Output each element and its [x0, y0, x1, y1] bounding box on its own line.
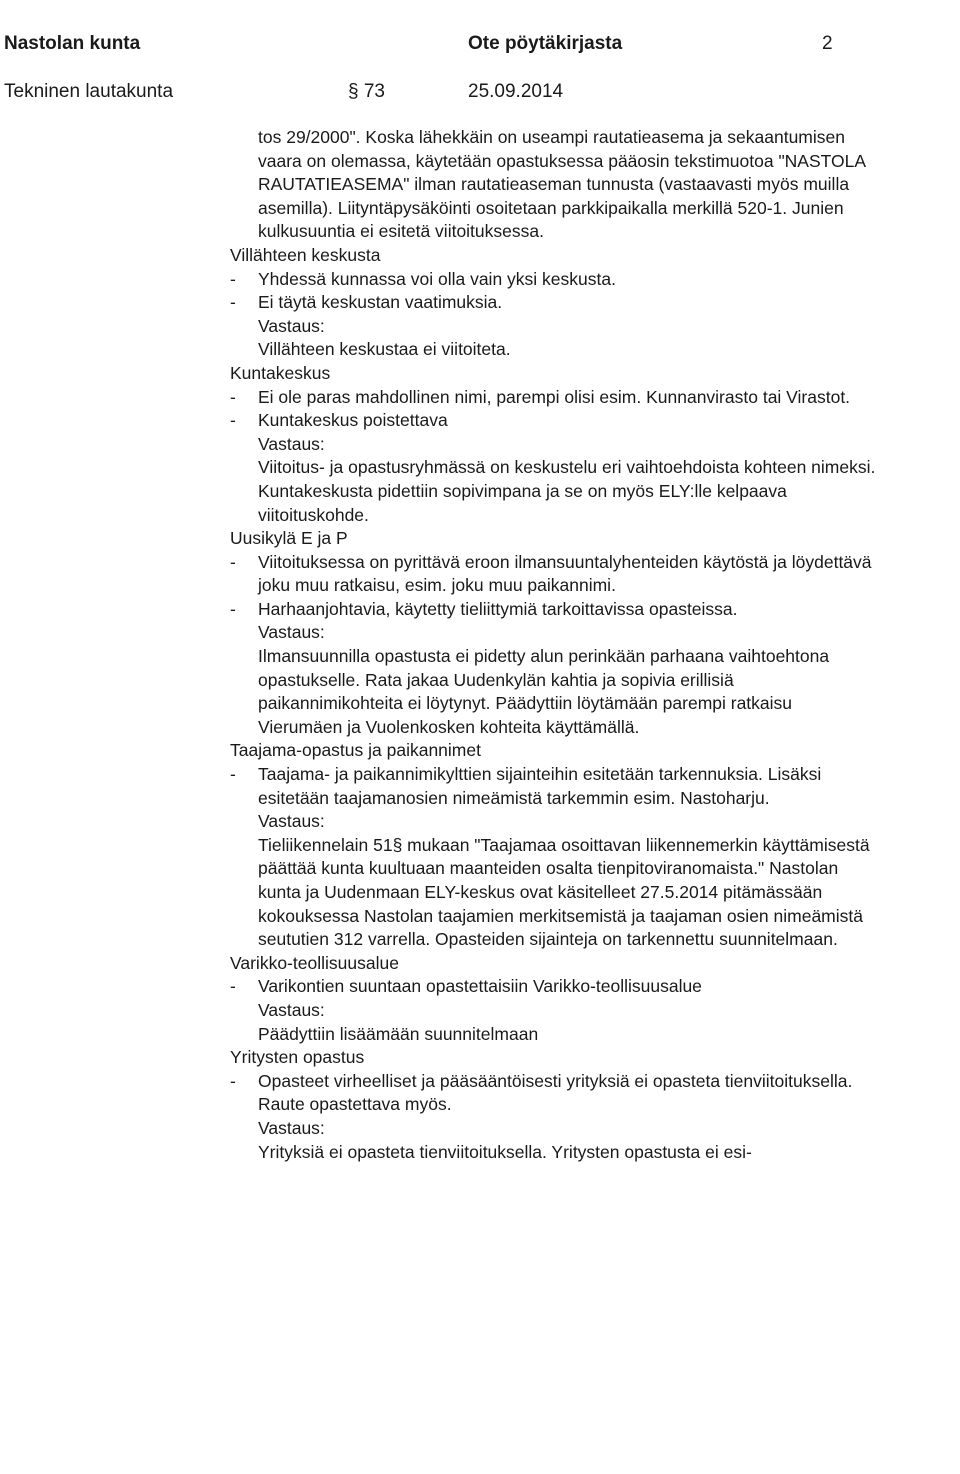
bullet-dash: - [230, 292, 236, 313]
topic-heading: Kuntakeskus [230, 362, 331, 383]
page-number: 2 [822, 33, 833, 54]
bullet-item [230, 763, 880, 810]
bullet-item [230, 1070, 880, 1117]
bullet-text: Ei ole paras mahdollinen nimi, parempi olisi esim. Kunnanvirasto tai Virastot. [258, 386, 851, 407]
topic-heading: Uusikylä E ja P [230, 528, 348, 549]
document-type: Ote pöytäkirjasta [468, 33, 623, 54]
bullet-text: Varikontien suuntaan opastettaisiin Varikko-teollisuusalue [258, 976, 702, 997]
body-paragraph: tos 29/2000". Koska lähekkäin on useampi rautatieasema ja sekaantumisen vaara on olemassa, käytetään opastuksessa pääosin tekstimuotoa "NASTOLA RAUTATIEASEMA" ilman rautatieaseman tunnusta (vastaavasti myös muilla asemilla). Liityntäpysäköinti osoitetaan parkkipaikalla merkillä 520-1. Junien kulkusuuntia ei esitetä viitoituksessa. [258, 127, 866, 242]
bullet-dash: - [230, 764, 236, 785]
bullet-dash: - [230, 1070, 236, 1091]
bullet-item [230, 409, 880, 433]
section-number: § 73 [348, 81, 385, 102]
topic-heading: Villähteen keskusta [230, 244, 381, 265]
body-paragraph: Yrityksiä ei opasteta tienviitoituksella. Yritysten opastusta ei esi- [258, 1141, 752, 1162]
body-paragraph: Vastaus: [258, 999, 325, 1020]
meeting-date: 25.09.2014 [468, 81, 564, 102]
body-paragraph: Vastaus: [258, 1117, 325, 1138]
bullet-dash: - [230, 598, 236, 619]
committee-name: Tekninen lautakunta [4, 81, 174, 102]
body-paragraph: Vastaus: [258, 315, 325, 336]
bullet-dash: - [230, 386, 236, 407]
bullet-text: Taajama- ja paikannimikylttien sijainteihin esitetään tarkennuksia. Lisäksi esitetään taajamanosien nimeämistä tarkemmin esim. Nastoharju. [258, 764, 822, 808]
body-paragraph: Villähteen keskustaa ei viitoiteta. [258, 339, 511, 360]
minutes-body [230, 126, 880, 1164]
body-paragraph: Vastaus: [258, 811, 325, 832]
bullet-item [230, 268, 880, 292]
body-paragraph: Vastaus: [258, 433, 325, 454]
bullet-dash: - [230, 551, 236, 572]
bullet-text: Viitoituksessa on pyrittävä eroon ilmansuuntalyhenteiden käytöstä ja löydettävä joku muu ratkaisu, esim. joku muu paikannimi. [258, 551, 872, 596]
bullet-item [230, 551, 880, 598]
body-paragraph: Vastaus: [258, 622, 325, 643]
topic-heading: Yritysten opastus [230, 1047, 365, 1068]
bullet-item [230, 975, 880, 999]
body-paragraph: Viitoitus- ja opastusryhmässä on keskustelu eri vaihtoehdoista kohteen nimeksi. Kuntakeskusta pidettiin sopivimpana ja se on myös ELY:lle kelpaava viitoituskohde. [258, 457, 876, 525]
body-paragraph: Tieliikennelain 51§ mukaan "Taajamaa osoittavan liikennemerkin käyttämisestä päättää kunta kuultuaan maanteiden osalta tienpitoviranomaista." Nastolan kunta ja Uudenmaan ELY-keskus ovat käsitelleet 27.5.2014 pitämässään kokouksessa Nastolan taajamien merkitsemistä ja taajaman osien nimeämistä seututien 312 varrella. Opasteiden sijainteja on tarkennettu suunnitelmaan. [258, 834, 870, 950]
bullet-dash: - [230, 268, 236, 289]
bullet-item [230, 386, 880, 410]
body-paragraph: Päädyttiin lisäämään suunnitelmaan [258, 1023, 539, 1044]
bullet-text: Yhdessä kunnassa voi olla vain yksi keskusta. [258, 268, 616, 289]
bullet-text: Kuntakeskus poistettava [258, 410, 448, 431]
bullet-dash: - [230, 976, 236, 997]
bullet-text: Opasteet virheelliset ja pääsääntöisesti yrityksiä ei opasteta tienviitoituksella. Raute opastettava myös. [258, 1070, 853, 1115]
org-name: Nastolan kunta [4, 33, 141, 54]
bullet-item [230, 598, 880, 622]
bullet-item [230, 291, 880, 315]
bullet-text: Ei täytä keskustan vaatimuksia. [258, 292, 503, 313]
topic-heading: Taajama-opastus ja paikannimet [230, 740, 481, 761]
body-paragraph: Ilmansuunnilla opastusta ei pidetty alun perinkään parhaana vaihtoehtona opastukselle. Rata jakaa Uudenkylän kahtia ja sopivia erillisiä paikannimikohteita ei löytynyt. Päädyttiin löytämään parempi ratkaisu Vierumäen ja Vuolenkosken kohteita käyttämällä. [258, 646, 830, 737]
bullet-dash: - [230, 410, 236, 431]
bullet-text: Harhaanjohtavia, käytetty tieliittymiä tarkoittavissa opasteissa. [258, 598, 738, 619]
topic-heading: Varikko-teollisuusalue [230, 952, 399, 973]
